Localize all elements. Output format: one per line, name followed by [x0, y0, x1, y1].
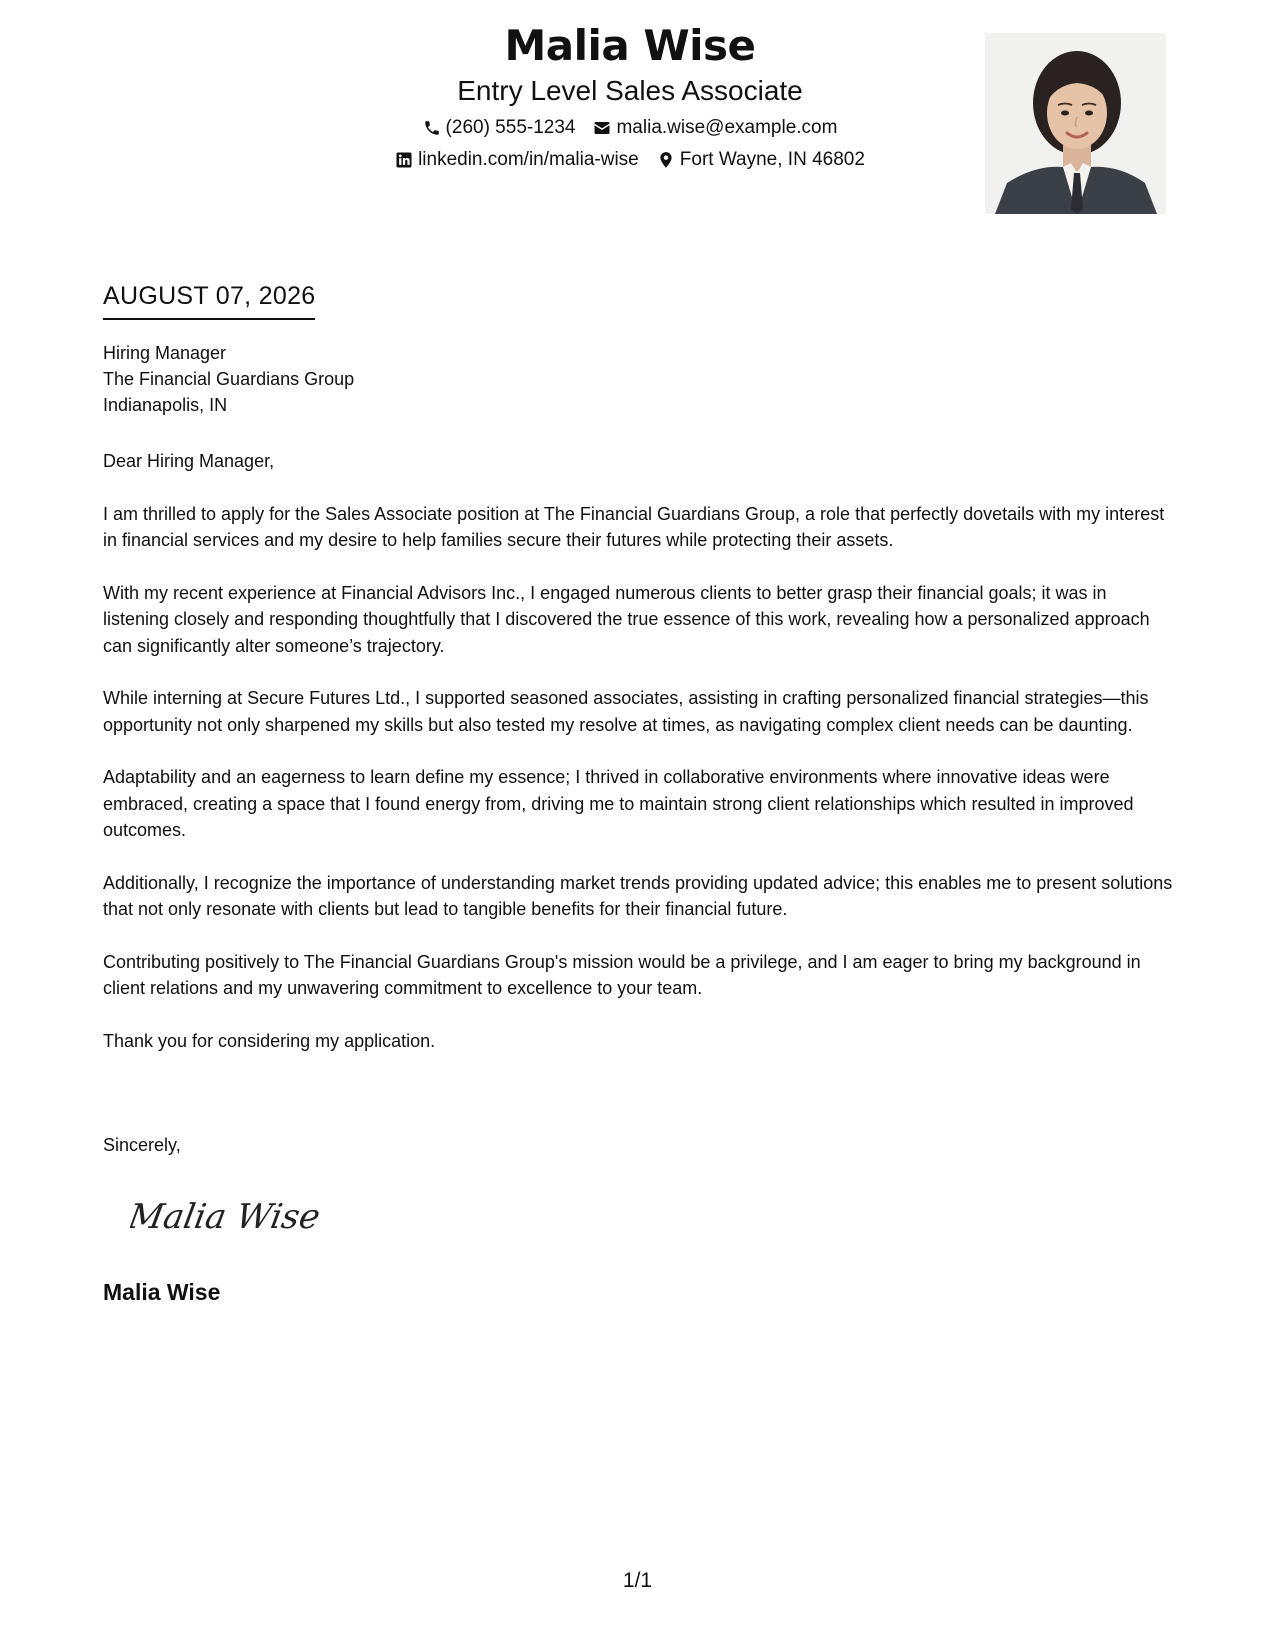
body-paragraph: While interning at Secure Futures Ltd., I supported seasoned associates, assisting in crafting personalized financial strategies—this opportunity not only sharpened my skills but also tested my resolve at times, as navigating complex client needs can be daunting.	[103, 688, 1149, 735]
body-paragraph: Additionally, I recognize the importance of understanding market trends providing updated advice; this enables me to present solutions that not only resonate with clients but lead to tangible benefits for their financial future.	[103, 872, 1173, 919]
salutation: Dear Hiring Manager,	[103, 451, 275, 471]
body-paragraph: Thank you for considering my application.	[103, 1030, 436, 1051]
contact-linkedin[interactable]	[395, 148, 639, 172]
page-number: 1/1	[622, 1569, 653, 1592]
phone-icon	[423, 119, 441, 137]
body-paragraph: I am thrilled to apply for the Sales Associate position at The Financial Guardians Group, a role that perfectly dovetails with my interest in financial services and my desire to help families secure their futures while protecting their assets.	[103, 503, 1165, 550]
contact-location	[657, 148, 865, 172]
recipient-block	[103, 340, 354, 418]
phone-text: (260) 555-1234	[445, 117, 576, 138]
envelope-icon	[593, 119, 611, 137]
letter-closing: Sincerely,	[103, 1135, 181, 1155]
contact-row-secondary	[300, 148, 960, 172]
body-paragraph: Adaptability and an eagerness to learn define my essence; I thrived in collaborative environments where innovative ideas were embraced, creating a space that I found energy from, driving me to maintain strong client relationships which resulted in improved outcomes.	[103, 767, 1134, 840]
contact-row-primary	[300, 116, 960, 140]
linkedin-icon	[395, 151, 413, 169]
recipient-location: Indianapolis, IN	[103, 395, 228, 415]
letter-date: AUGUST 07, 2026	[103, 280, 315, 320]
applicant-title: Entry Level Sales Associate	[457, 75, 803, 106]
recipient-name: Hiring Manager	[103, 343, 227, 363]
location-text: Fort Wayne, IN 46802	[679, 149, 865, 170]
signer-name: Malia Wise	[103, 1279, 221, 1305]
applicant-name: Malia Wise	[504, 21, 756, 70]
email-text[interactable]: malia.wise@example.com	[616, 117, 838, 138]
contact-email[interactable]	[593, 116, 837, 140]
recipient-company: The Financial Guardians Group	[103, 369, 355, 389]
letter-body	[103, 448, 1173, 1080]
body-paragraph: Contributing positively to The Financial Guardians Group's mission would be a privilege, and I am eager to bring my background in client relations and my unwavering commitment to excellence to your team.	[103, 951, 1141, 998]
body-paragraph: With my recent experience at Financial Advisors Inc., I engaged numerous clients to better grasp their financial goals; it was in listening closely and responding thoughtfully that I discovered the true essence of this work, revealing how a personalized approach can significantly alter someone’s trajectory.	[103, 582, 1150, 656]
contact-phone	[423, 116, 576, 140]
letter-header	[300, 18, 960, 172]
map-pin-icon	[657, 151, 675, 169]
linkedin-text[interactable]: linkedin.com/in/malia-wise	[418, 149, 639, 170]
letter-date-block	[103, 280, 315, 320]
handwritten-signature	[130, 1188, 350, 1244]
svg-text:Malia Wise: Malia Wise	[130, 1197, 324, 1237]
profile-photo	[985, 33, 1166, 214]
